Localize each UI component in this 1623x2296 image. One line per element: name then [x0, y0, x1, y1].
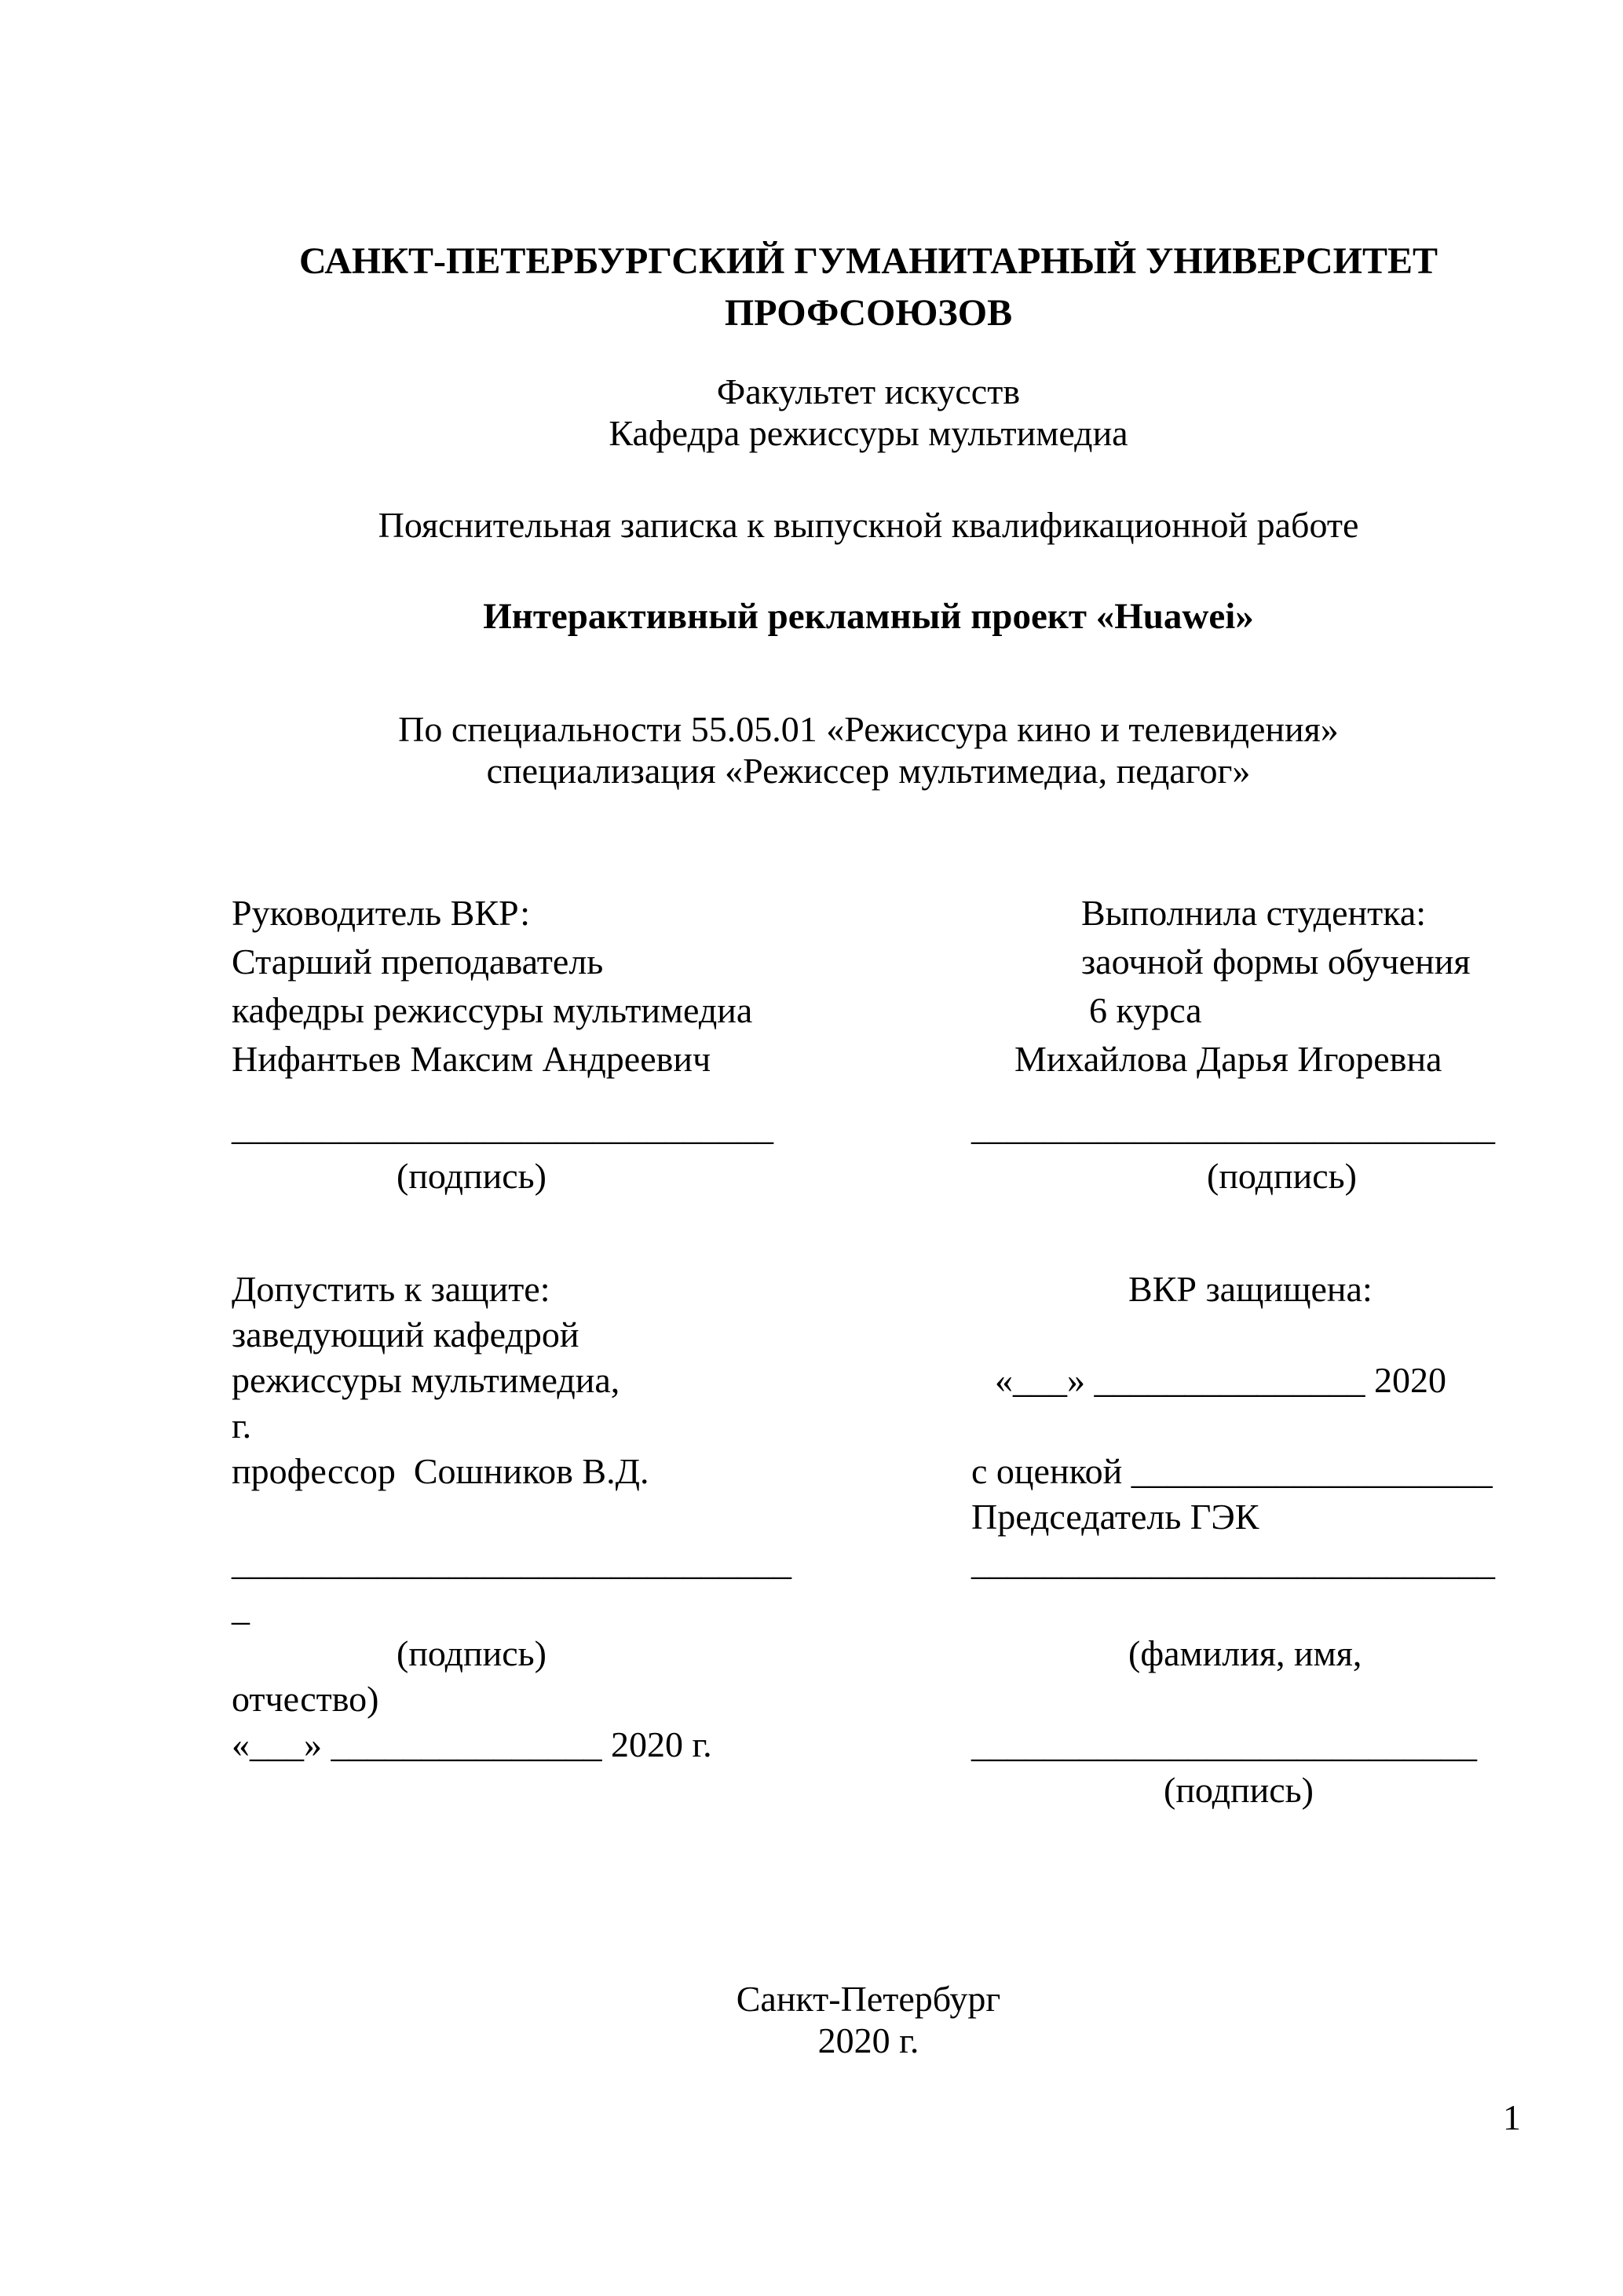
supervisor-heading: Руководитель ВКР:: [232, 893, 531, 933]
table-row: [232, 1540, 1505, 1585]
empty-cell: [232, 1494, 828, 1540]
supervisor-signature-line: ______________________________: [232, 1107, 773, 1147]
table-row: [232, 1494, 1505, 1540]
chair-name-caption-wrap: отчество): [232, 1679, 379, 1719]
student-signature-caption: (подпись): [1207, 1156, 1357, 1196]
empty-cell: [232, 1768, 828, 1813]
defense-date-line: «___» _______________ 2020: [995, 1360, 1446, 1400]
faculty-name: Факультет искусств: [716, 371, 1021, 411]
committee-chair-label: Председатель ГЭК: [971, 1497, 1259, 1537]
table-row: [232, 1585, 1505, 1631]
chair-signature-line2: ____________________________: [971, 1724, 1477, 1764]
supervisor-name: Нифантьев Максим Андреевич: [232, 1039, 711, 1079]
grade-line: с оценкой ____________________: [971, 1451, 1493, 1491]
table-row: [232, 889, 1505, 938]
table-row: [232, 1152, 1505, 1201]
specialty-line: По специальности 55.05.01 «Режиссура кино и телевидения»: [398, 709, 1339, 749]
table-row: [232, 1358, 1505, 1403]
student-name: Михайлова Дарья Игоревна: [1014, 1039, 1442, 1079]
admission-signature-caption: (подпись): [397, 1633, 546, 1673]
department-head-line1: заведующий кафедрой: [232, 1314, 579, 1355]
department-name: Кафедра режиссуры мультимедиа: [609, 413, 1128, 453]
university-name-line2: ПРОФСОЮЗОВ: [724, 292, 1013, 334]
footer-city: Санкт-Петербург: [736, 1979, 1001, 2019]
defense-heading: ВКР защищена:: [1128, 1269, 1373, 1309]
table-row: [232, 1403, 1505, 1449]
table-row: [232, 1631, 1505, 1676]
table-row: [232, 1035, 1505, 1084]
admission-defense-block: [232, 1267, 1505, 1813]
table-row: [232, 1103, 1505, 1152]
university-name: [232, 236, 1505, 339]
admission-date-line: «___» _______________ 2020 г.: [232, 1724, 712, 1764]
chair-signature-caption: (подпись): [1164, 1770, 1314, 1810]
table-row: [232, 1768, 1505, 1813]
empty-cell: [971, 1585, 1505, 1631]
empty-cell: [971, 1403, 1505, 1449]
department-head-line3: г.: [232, 1406, 252, 1446]
table-row: [232, 1267, 1505, 1312]
table-row: [232, 1676, 1505, 1722]
document-type: Пояснительная записка к выпускной квалификационной работе: [378, 505, 1359, 545]
table-row: [232, 986, 1505, 1035]
specialty-block: [232, 708, 1505, 792]
faculty-department-block: [232, 371, 1505, 454]
chair-name-caption-line1: (фамилия, имя,: [1128, 1633, 1362, 1673]
footer-year: 2020 г.: [817, 2020, 919, 2060]
table-row: [232, 938, 1505, 986]
admission-signature-line: _______________________________: [232, 1542, 791, 1582]
supervisor-student-block: [232, 889, 1505, 1201]
table-row: [232, 1449, 1505, 1494]
student-study-form: заочной формы обучения: [1081, 941, 1471, 982]
admission-heading: Допустить к защите:: [232, 1269, 550, 1309]
specialization-line: специализация «Режиссер мультимедиа, педагог»: [486, 751, 1251, 791]
admission-signature-line-wrap: _: [232, 1588, 250, 1628]
department-head-name: профессор Сошников В.Д.: [232, 1451, 649, 1491]
supervisor-signature-caption: (подпись): [397, 1156, 546, 1196]
student-signature-line: _____________________________: [971, 1107, 1495, 1147]
supervisor-position-line1: Старший преподаватель: [232, 941, 604, 982]
page-number: 1: [1503, 2097, 1521, 2137]
work-title: Интерактивный рекламный проект «Huawei»: [483, 596, 1254, 637]
empty-cell: [971, 1676, 1505, 1722]
chair-signature-line: _____________________________: [971, 1542, 1495, 1582]
table-row: [232, 1722, 1505, 1768]
footer-block: [232, 1978, 1505, 2061]
department-head-line2: режиссуры мультимедиа,: [232, 1360, 620, 1400]
student-heading: Выполнила студентка:: [1081, 893, 1427, 933]
empty-cell: [971, 1312, 1505, 1358]
table-row: [232, 1312, 1505, 1358]
student-course: 6 курса: [1089, 990, 1202, 1030]
supervisor-position-line2: кафедры режиссуры мультимедиа: [232, 990, 753, 1030]
university-name-line1: САНКТ-ПЕТЕРБУРГСКИЙ ГУМАНИТАРНЫЙ УНИВЕРСИТЕТ: [298, 240, 1438, 282]
